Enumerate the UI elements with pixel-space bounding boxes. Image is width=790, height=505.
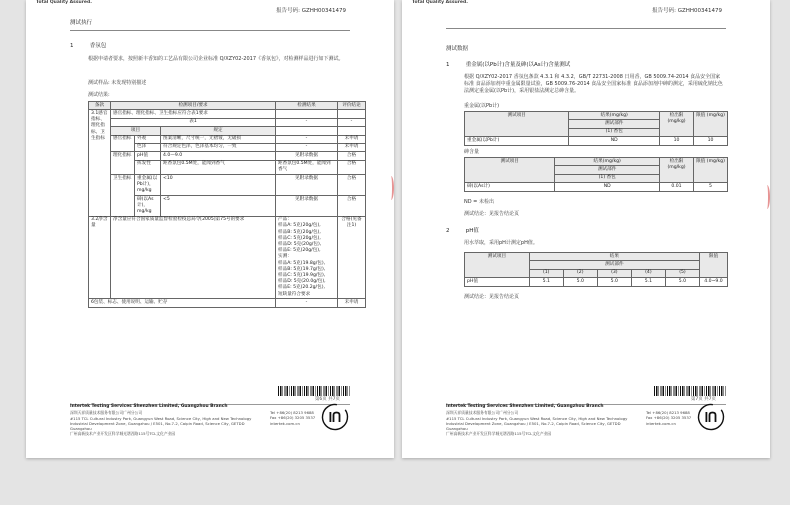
seal-stamp-edge bbox=[764, 185, 770, 209]
page-number: 第7页 共7页 bbox=[690, 396, 716, 402]
table-row bbox=[89, 299, 366, 307]
table-row bbox=[89, 216, 366, 299]
table-cell: 5.0 bbox=[563, 278, 597, 286]
header-cell: (1) 香包 bbox=[555, 174, 660, 182]
table-row bbox=[89, 152, 366, 160]
table-cell: ND bbox=[569, 137, 660, 145]
company-address-cn: 广州高新技术产业开发区科学城光谱西路115号TCL文化产业园 bbox=[446, 430, 552, 436]
ph-method: 用水萃取，采用pH计测定pH值。 bbox=[464, 240, 538, 246]
report-number: 报告号码: GZHH00341479 bbox=[276, 8, 346, 14]
contact-info bbox=[646, 410, 691, 426]
header-cell: 结果(mg/kg) bbox=[569, 112, 660, 120]
item-number: 1 bbox=[446, 62, 450, 68]
table-cell: 符合规定色泽，色泽基本均匀，一致 bbox=[161, 143, 276, 151]
table-cell: 4.0—9.0 bbox=[161, 152, 276, 160]
result-line: 样品C: 5克(20g/包), bbox=[278, 235, 321, 241]
result-line: 样品B: 5克(19.7g/包), bbox=[278, 266, 326, 272]
table-header-row bbox=[465, 253, 728, 261]
arsenic-result-table bbox=[464, 157, 728, 192]
barcode bbox=[654, 386, 726, 396]
result-line: 样品B: 5克(20g/包), bbox=[278, 229, 321, 235]
intertek-logo-icon bbox=[696, 402, 726, 432]
fax: Fax +86(20) 3205 3537 bbox=[646, 415, 692, 421]
section-title: 测试执行 bbox=[70, 20, 93, 26]
result-line: 短缺量符合要求 bbox=[278, 291, 311, 297]
header-cell: 测试项目 bbox=[465, 253, 530, 278]
header-divider bbox=[70, 30, 350, 31]
table-cell: pH值 bbox=[135, 152, 161, 160]
test-method-description: 根据 Q/XZY02-2017 香氛包条款 4.3.1 和 4.3.2，GB/T 22731-2008 日用香，GB 5009.74-2014 食品安全国家标准 食品添加剂中重金属限量试验，GB 5009.76-2014 食品安全国家标准 食品添加剂中砷的测定，采用硫化钠比色法测定重金属(以Pb计)，采用银盐法测定总砷含量。 bbox=[464, 74, 723, 94]
header-cell: 测试部件 bbox=[569, 120, 660, 128]
table-cell: 重金属(以Pb计) bbox=[465, 137, 569, 145]
table-cell: 见附录数据 bbox=[276, 195, 338, 216]
table-cell: 距香氛包0.5M处，能闻到香气 bbox=[276, 160, 338, 175]
company-name: Intertek Testing Services Shenzhen Limited, Guangzhou Branch bbox=[70, 404, 228, 410]
note-line: 测试结论：见报告结论页 bbox=[464, 211, 520, 217]
telephone: Tel +86(20) 8213 9688 bbox=[270, 410, 314, 416]
header-cell: (4) bbox=[631, 269, 665, 277]
table-header-row bbox=[89, 102, 366, 110]
intertek-logo-icon bbox=[320, 402, 350, 432]
table-header-row bbox=[465, 158, 728, 166]
header-cell: 检出限 (mg/kg) bbox=[660, 112, 694, 137]
header-cell: 限值 bbox=[700, 253, 728, 278]
table-cell: 6包装、标志、使用说明、运输、贮存 bbox=[89, 299, 276, 307]
table-cell: 见附录数据 bbox=[276, 175, 338, 196]
report-page-6 bbox=[26, 0, 394, 458]
table-cell: 合格 bbox=[338, 195, 366, 216]
item-number: 2 bbox=[446, 228, 450, 234]
subtest-label: 砷含量 bbox=[464, 149, 480, 155]
table-row bbox=[89, 175, 366, 196]
footer-address bbox=[446, 404, 636, 436]
result-line: 样品A: 5克(20g/包), bbox=[278, 223, 321, 229]
table-row bbox=[89, 135, 366, 143]
header-divider bbox=[446, 28, 726, 29]
table-cell: 未申请 bbox=[338, 135, 366, 143]
table-cell: 卫生指标 bbox=[111, 175, 135, 217]
table-row bbox=[465, 183, 728, 191]
table-cell: - bbox=[338, 118, 366, 126]
company-name-cn: 深圳天祥质量技术服务有限公司广州分公司 bbox=[446, 410, 519, 416]
seal-stamp-edge bbox=[388, 176, 394, 200]
telephone: Tel +86(20) 8213 9688 bbox=[646, 410, 690, 416]
header-cell: 测试项目 bbox=[465, 112, 569, 137]
table-cell: - bbox=[276, 118, 338, 126]
table-cell: <5 bbox=[161, 195, 276, 216]
header-cell: (1) 香包 bbox=[569, 128, 660, 136]
table-cell: 合格 bbox=[338, 160, 366, 175]
table-cell: - bbox=[276, 299, 338, 307]
company-address: #115 TCL Cultural Industry Park, Guangyun West Road, Science City, High and New Technology Industrial Development Zone, Guangzhou / E501, No.7-2, Caipin Road, Science City, GETDD Guangzhou bbox=[446, 415, 628, 431]
item-title bbox=[446, 62, 570, 69]
header-cell: 结果 bbox=[529, 253, 699, 261]
table-cell bbox=[338, 110, 366, 118]
result-line: 实测： bbox=[278, 254, 292, 260]
table-cell: 合格 bbox=[338, 175, 366, 196]
table-cell: 10 bbox=[660, 137, 694, 145]
result-line: 产品： bbox=[278, 217, 292, 223]
header-cell: 测试部件 bbox=[555, 166, 660, 174]
page-number: 第6页 共7页 bbox=[314, 396, 340, 402]
table-cell: 未申请 bbox=[338, 143, 366, 151]
table-row bbox=[465, 137, 728, 145]
header-cell: (3) bbox=[597, 269, 631, 277]
table-cell: 见附录数据 bbox=[276, 152, 338, 160]
item-number: 1 bbox=[70, 43, 74, 49]
note-line: ND = 未检出 bbox=[464, 199, 494, 205]
report-page-7 bbox=[402, 0, 770, 458]
header-cell: (2) bbox=[563, 269, 597, 277]
item-name: 香氛包 bbox=[89, 43, 107, 49]
table-cell: 5.0 bbox=[665, 278, 699, 286]
table-cell bbox=[276, 110, 338, 118]
quality-tagline: Total Quality Assured. bbox=[412, 0, 468, 5]
table-cell: 规定 bbox=[161, 127, 276, 135]
table-cell: 合格 bbox=[338, 152, 366, 160]
header-cell: 检出限 (mg/kg) bbox=[660, 158, 694, 183]
ph-result-table bbox=[464, 252, 728, 287]
table-cell: 感官指标、理化指标、卫生指标应符合表1要求 bbox=[111, 110, 276, 118]
sample-label: 测试样品: 未发现特别描述 bbox=[88, 80, 147, 86]
section-title: 测试数据 bbox=[446, 46, 469, 52]
result-label: 测试结果: bbox=[88, 92, 110, 98]
header-cell: 限值 (mg/kg) bbox=[694, 158, 728, 183]
table-cell: 4.0~9.0 bbox=[700, 278, 728, 286]
header-cell: 测试部件 bbox=[529, 261, 699, 269]
table-cell: - bbox=[276, 135, 338, 143]
table-cell: - bbox=[276, 143, 338, 151]
item-name: 重金属(以Pb计)含量及砷(以As计)含量测试 bbox=[465, 62, 571, 68]
result-line: 样品E: 5克(20.2g/包), bbox=[278, 285, 325, 291]
company-address: #115 TCL Cultural Industry Park, Guangyun West Road, Science City, High and New Technology Industrial Development Zone, Guangzhou / E501, No.7-2, Caipin Road, Science City, GETDD Guangzhou bbox=[70, 415, 252, 431]
table-cell: 项目 bbox=[111, 127, 161, 135]
table-cell: 5.1 bbox=[529, 278, 563, 286]
quality-tagline: Total Quality Assured. bbox=[36, 0, 92, 5]
table-cell bbox=[276, 127, 338, 135]
table-cell: 3.2净含量 bbox=[89, 216, 111, 299]
header-cell: 评价结论 bbox=[338, 102, 366, 110]
header-cell: 测试项目 bbox=[465, 158, 555, 183]
table-row bbox=[89, 118, 366, 126]
result-line: 样品E: 5克(20g/包), bbox=[278, 248, 321, 254]
table-cell: 距香氛包0.5M处，能闻到香气 bbox=[161, 160, 276, 175]
table-row bbox=[465, 278, 728, 286]
report-number: 报告号码: GZHH00341479 bbox=[652, 8, 722, 14]
table-cell: 挥发性 bbox=[135, 160, 161, 175]
test-result-table bbox=[88, 101, 366, 308]
table-cell: 砷(以As计) bbox=[465, 183, 555, 191]
header-cell: 限值 (mg/kg) bbox=[694, 112, 728, 137]
table-cell: 10 bbox=[694, 137, 728, 145]
item-title bbox=[70, 43, 106, 50]
test-description: 根据申请者要求，按照新丰香知的工艺品有限公司企业标准 Q/XZY02-2017《香氛包》，对检测样品进行如下测试。 bbox=[88, 56, 344, 62]
table-cell: <10 bbox=[161, 175, 276, 196]
company-name-cn: 深圳天祥质量技术服务有限公司广州分公司 bbox=[70, 410, 143, 416]
table-cell: 重金属(以Pb计)，mg/kg bbox=[135, 175, 161, 196]
website: intertek.com.cn bbox=[270, 420, 300, 426]
table-row bbox=[89, 127, 366, 135]
table-cell: 感官指标 bbox=[111, 135, 135, 152]
table-cell: 0.01 bbox=[660, 183, 694, 191]
website: intertek.com.cn bbox=[646, 420, 676, 426]
item-name: pH值 bbox=[465, 228, 479, 234]
lead-result-table bbox=[464, 111, 728, 146]
table-cell: 理化指标 bbox=[111, 152, 135, 175]
header-cell: (5) bbox=[665, 269, 699, 277]
result-line: 样品C: 5克(19.9g/包), bbox=[278, 272, 326, 278]
contact-info bbox=[270, 410, 315, 426]
note-line: 测试结论：见报告结论页 bbox=[464, 294, 520, 300]
header-cell: 结果(mg/kg) bbox=[555, 158, 660, 166]
net-content-results bbox=[276, 216, 338, 299]
table-cell: 净含量应符合国家质量监督检验检疫总局令[2005]第75号的要求 bbox=[111, 216, 276, 299]
item-title bbox=[446, 228, 479, 235]
table-cell: 5 bbox=[694, 183, 728, 191]
table-cell: 色泽 bbox=[135, 143, 161, 151]
table-cell: pH值 bbox=[465, 278, 530, 286]
company-address-cn: 广州高新技术产业开发区科学城光谱西路115号TCL文化产业园 bbox=[70, 430, 176, 436]
table-cell: 3.1感官指标、理化指标、卫生指标 bbox=[89, 110, 111, 216]
table-cell: 5.1 bbox=[631, 278, 665, 286]
table-cell bbox=[338, 127, 366, 135]
table-cell: 表1 bbox=[111, 118, 276, 126]
result-line: 样品D: 5克(20.0g/包), bbox=[278, 279, 326, 285]
subtest-label: 重金属(以Pb计) bbox=[464, 103, 500, 109]
table-header-row bbox=[465, 112, 728, 120]
table-cell: 5.0 bbox=[597, 278, 631, 286]
header-cell: (1) bbox=[529, 269, 563, 277]
header-cell: 条款 bbox=[89, 102, 111, 110]
header-cell: 检测结果 bbox=[276, 102, 338, 110]
table-row bbox=[89, 110, 366, 118]
header-cell: 检测项目/要求 bbox=[111, 102, 276, 110]
table-cell: 外观 bbox=[135, 135, 161, 143]
table-cell: 砷(以As计)，mg/kg bbox=[135, 195, 161, 216]
footer-address bbox=[70, 404, 260, 436]
company-name: Intertek Testing Services Shenzhen Limited, Guangzhou Branch bbox=[446, 404, 604, 410]
barcode bbox=[278, 386, 350, 396]
table-cell: 未申请 bbox=[338, 299, 366, 307]
result-line: 样品D: 5克(20g/包), bbox=[278, 242, 322, 248]
result-line: 样品A: 5克(19.8g/包), bbox=[278, 260, 326, 266]
table-cell: 合格(见备注1) bbox=[338, 216, 366, 299]
fax: Fax +86(20) 3205 3537 bbox=[270, 415, 316, 421]
table-cell: ND bbox=[555, 183, 660, 191]
table-cell: 图案清晰，尺寸统一，无褶皱，无破损 bbox=[161, 135, 276, 143]
